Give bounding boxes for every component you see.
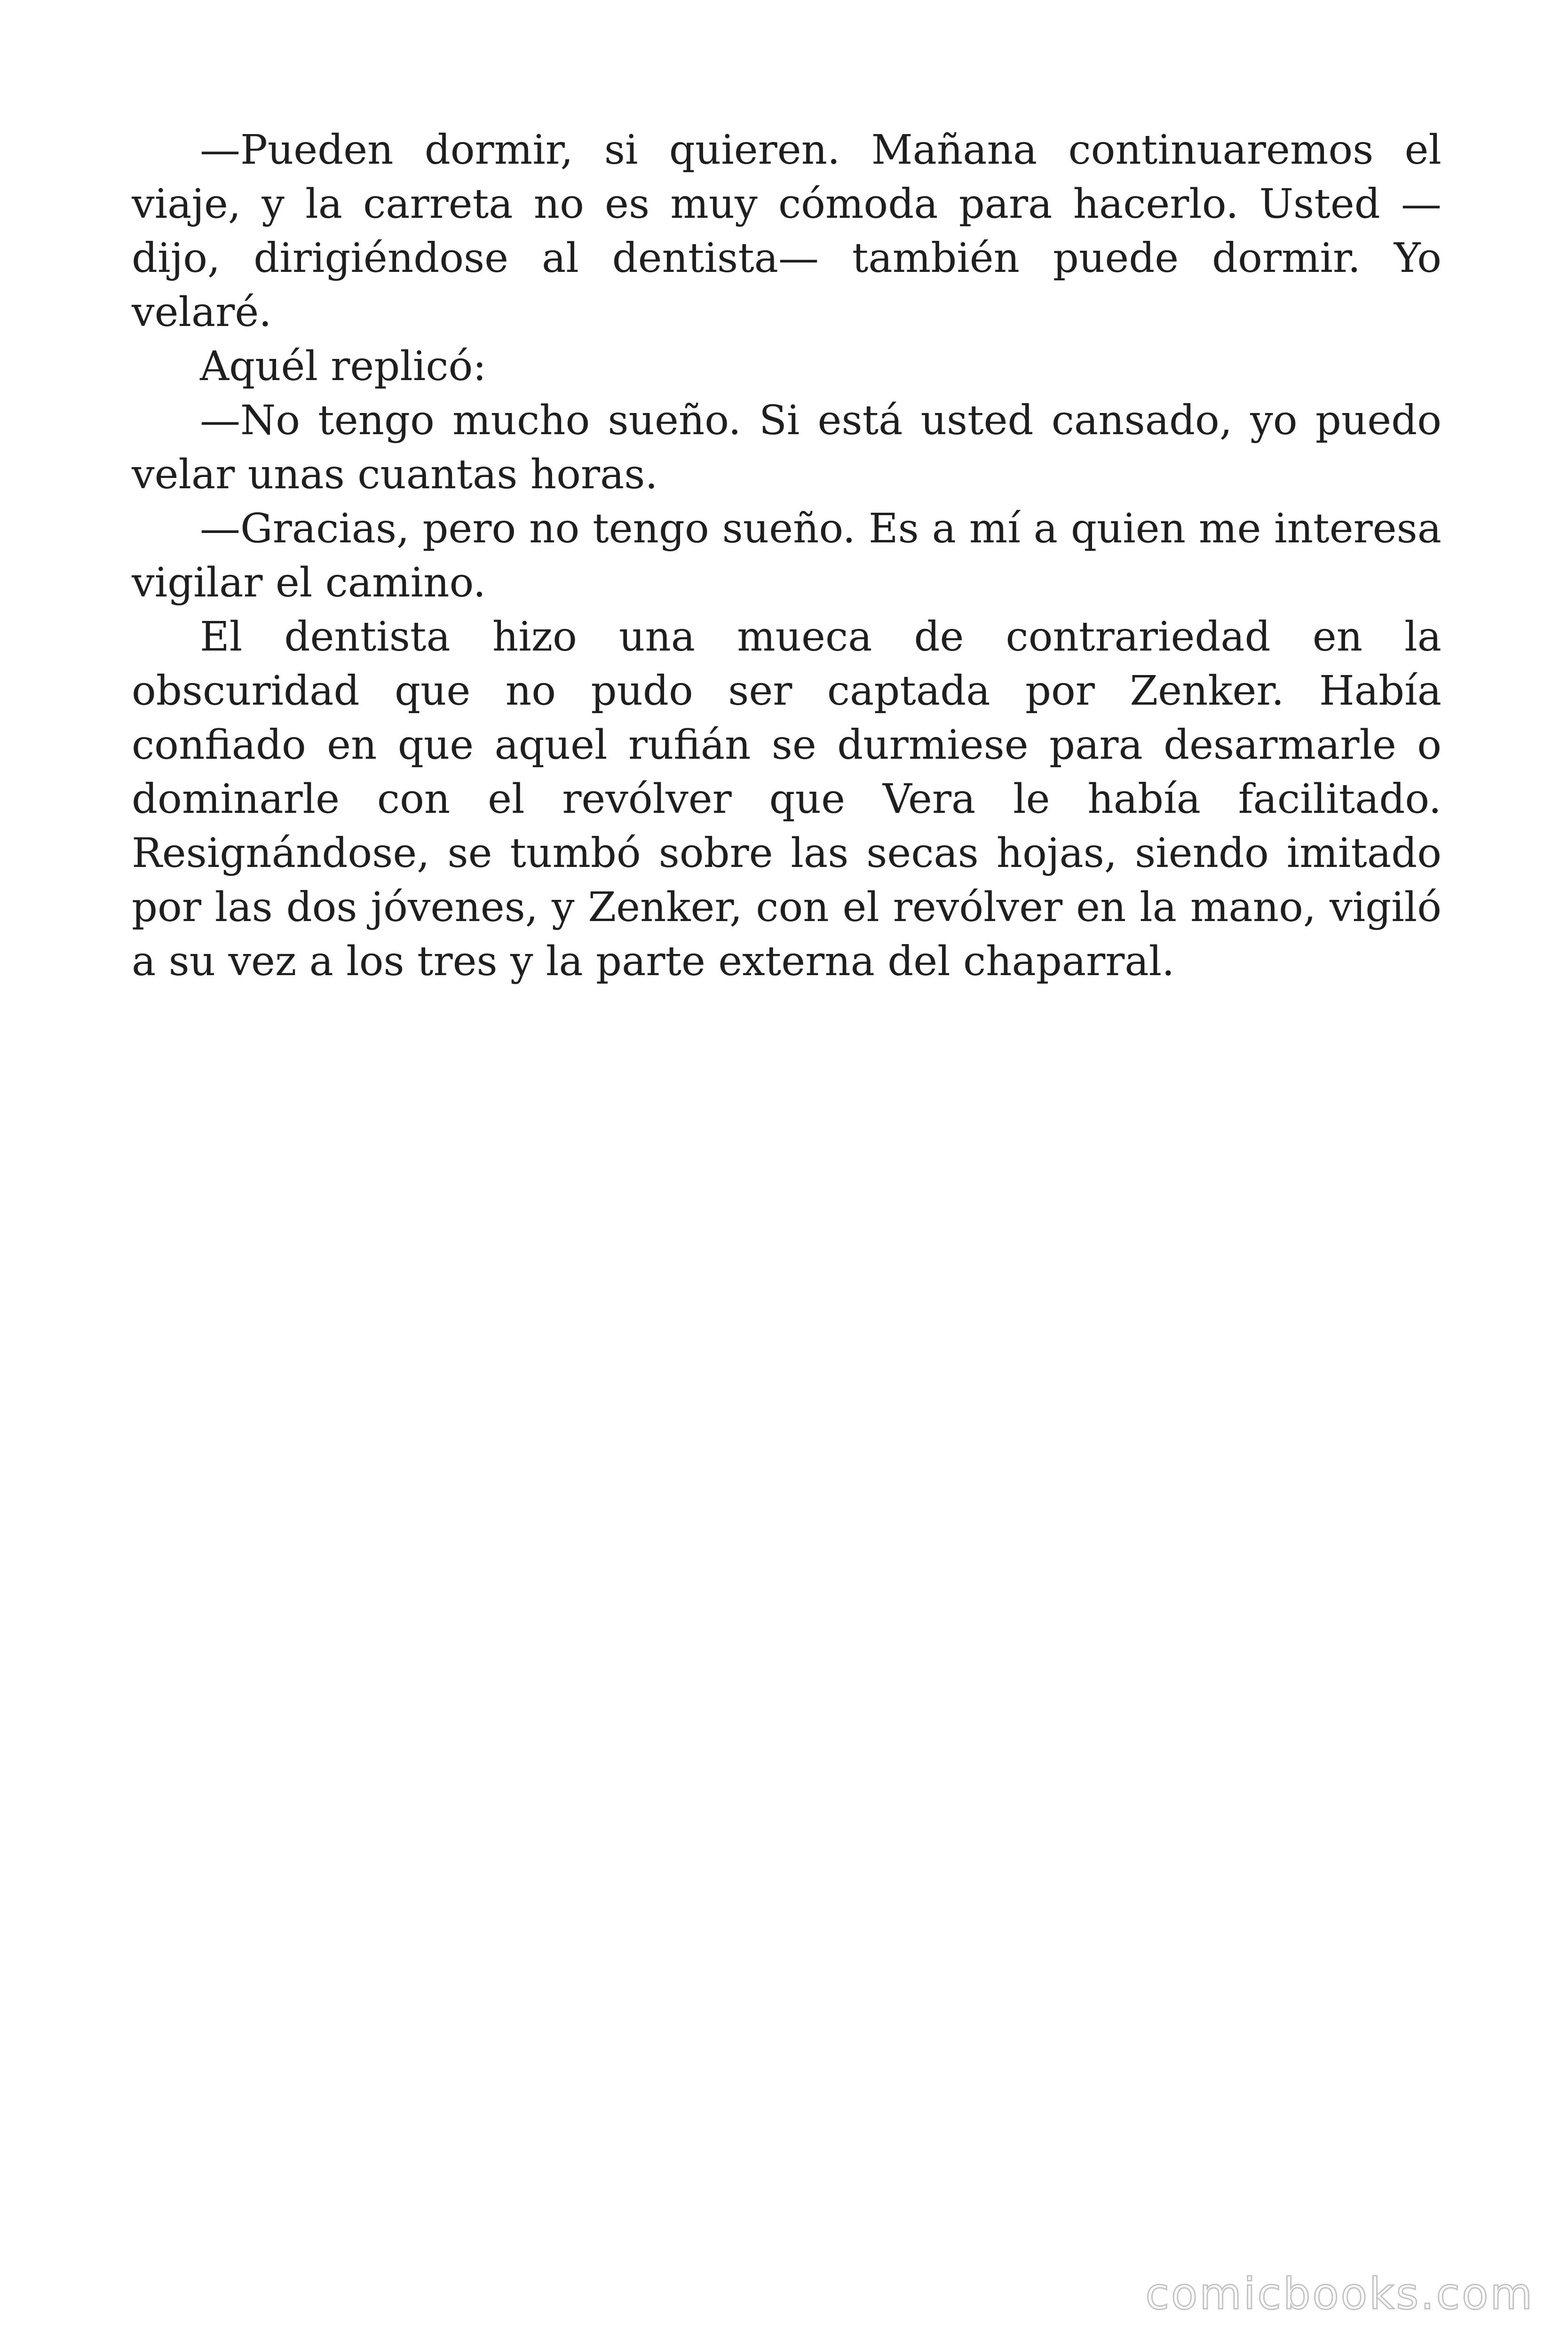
paragraph: Aquél replicó:: [200, 343, 487, 390]
paragraph: —Gracias, pero no tengo sueño. Es a mí a quien me interesa vigilar el camino.: [132, 505, 1441, 606]
watermark: comicbooks.com: [1145, 2269, 1534, 2319]
paragraph: —Pueden dormir, si quieren. Mañana continuaremos el viaje, y la carreta no es muy cómoda para hacerlo. Usted —dijo, dirigiéndose al dentista— también puede dormir. Yo velaré.: [132, 127, 1441, 336]
body-text: [132, 123, 1441, 989]
paragraph: El dentista hizo una mueca de contrariedad en la obscuridad que no pudo ser captada por Zenker. Había confiado en que aquel rufián se durmiese para desarmarle o dominarle con el revólver que Vera le había facilitado. Resignándose, se tumbó sobre las secas hojas, siendo imitado por las dos jóvenes, y Zenker, con el revólver en la mano, vigiló a su vez a los tres y la parte externa del chaparral.: [132, 613, 1441, 985]
paragraph: —No tengo mucho sueño. Si está usted cansado, yo puedo velar unas cuantas horas.: [132, 397, 1441, 498]
